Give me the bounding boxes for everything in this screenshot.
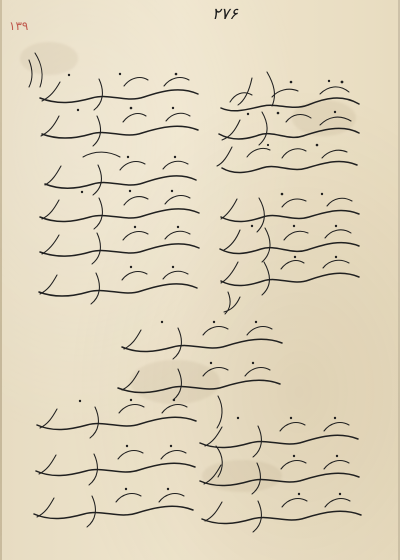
lower-right-verse-column (200, 396, 361, 532)
handwritten-manuscript-ink (2, 0, 400, 560)
upper-left-verse-column (29, 53, 199, 304)
center-verse-lines (118, 321, 282, 400)
upper-right-verse-column (217, 72, 359, 314)
folio-mark: ١٣٩ (9, 19, 29, 33)
page-number: ٢٧۶ (212, 4, 238, 23)
lower-left-verse-column (34, 399, 196, 527)
